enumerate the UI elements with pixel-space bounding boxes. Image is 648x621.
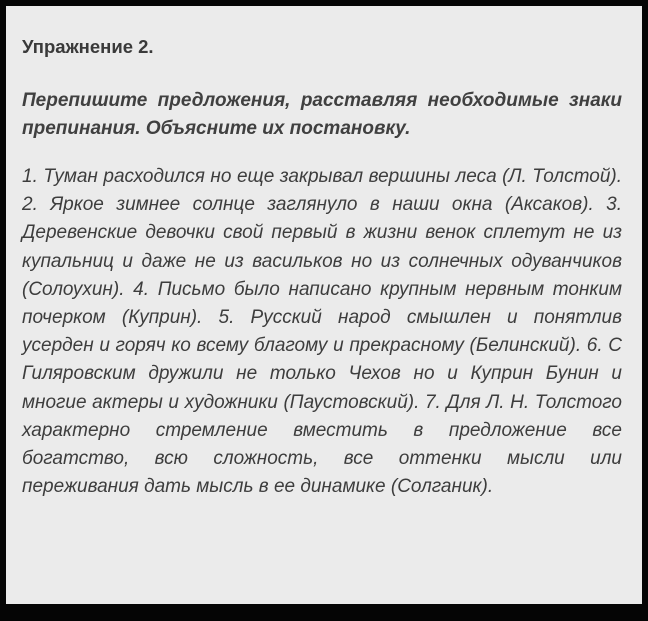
exercise-text: 1. Туман расходился но еще закрывал вершины леса (Л. Толстой). 2. Яркое зимнее солнце заглянуло в наши окна (Аксаков). 3. Деревенские девочки свой первый в жизни венок сплетут не из купальниц и даже не из васильков но из солнечных одуванчиков (Солоухин). 4. Письмо было написано крупным нервным тонким почерком (Куприн). 5. Русский народ смышлен и понятлив усерден и горяч ко всему благому и прекрасному (Белинский). 6. С Гиляровским дружили не только Чехов но и Куприн Бунин и многие актеры и художники (Паустовский). 7. Для Л. Н. Толстого характерно стремление вместить в предложение все богатство, всю сложность, все оттенки мысли или переживания дать мысль в ее динамике (Солганик). bbox=[22, 166, 622, 498]
exercise-page bbox=[6, 6, 642, 604]
exercise-title: Упражнение 2. bbox=[22, 36, 154, 57]
exercise-task: Перепишите предложения, расставляя необходимые знаки препинания. Объясните их постановку. bbox=[22, 90, 622, 139]
